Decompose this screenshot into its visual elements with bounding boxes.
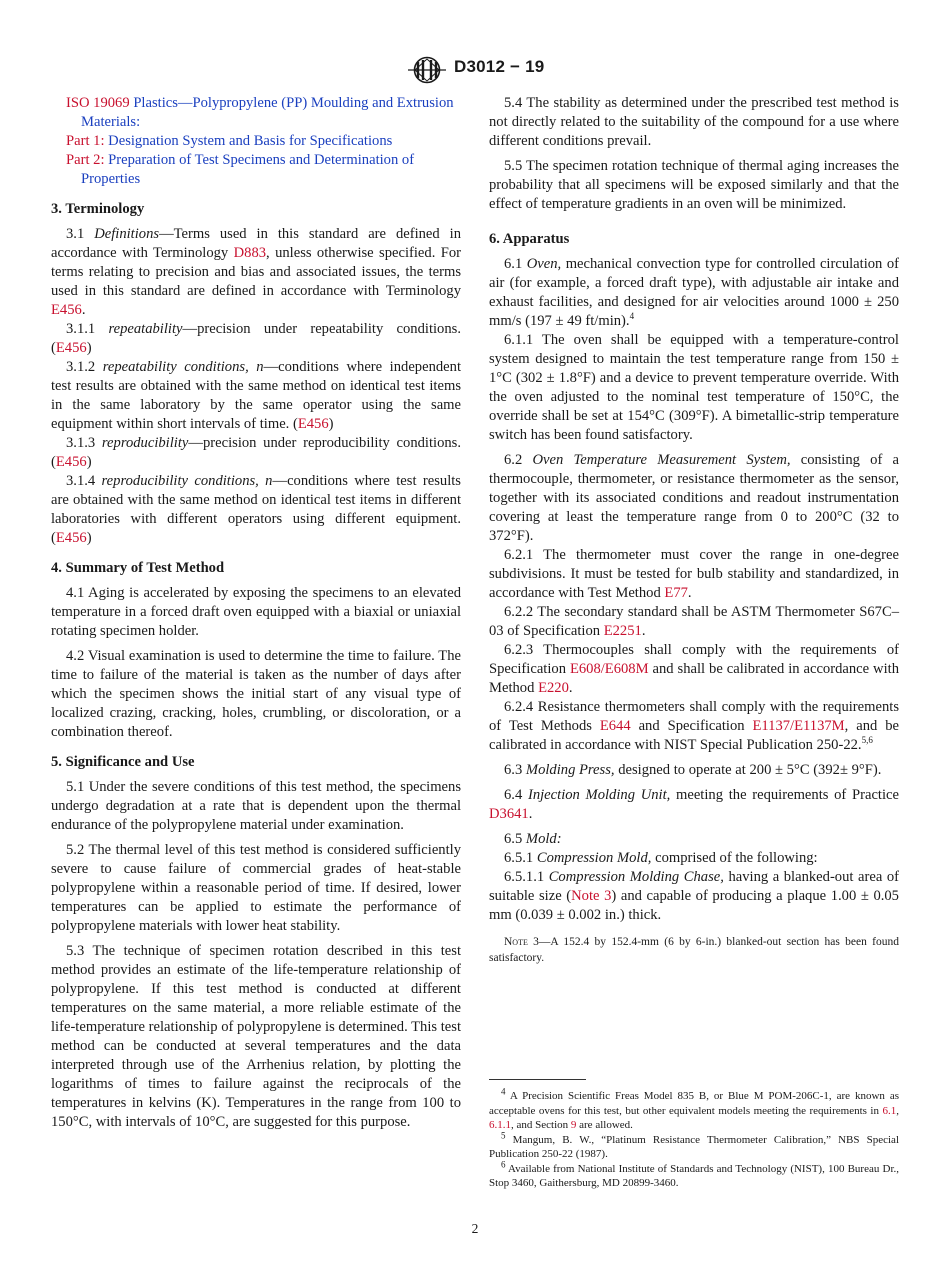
ref-e456-link[interactable]: E456 (51, 302, 82, 318)
footnote-4-marker[interactable]: 4 (629, 311, 635, 322)
footnote-5-6-marker[interactable]: 5,6 (861, 735, 873, 746)
ref-e456-link[interactable]: E456 (55, 530, 87, 546)
iso-code-link[interactable]: ISO 19069 (66, 95, 130, 111)
para-5-2: 5.2 The thermal level of this test method is considered sufficiently severe to cause failure of commercial grades of heat-stable polypropylene within a reasonable period of time. If desired, lower temperatures can be applied to estimate the performance of polypropylene materials with lower heat stability. (51, 842, 461, 934)
para-6-2: 6.2 Oven Temperature Measurement System, consisting of a thermocouple, thermometer, or resistance thermometer as the sensor, together with its associated conditions and readout instrumentation covering at least the temperature range from 0 to 200°C (32 to 372°F). (489, 452, 899, 544)
ref-e220-link[interactable]: E220 (538, 680, 569, 696)
note-3: Note 3—A 152.4 by 152.4-mm (6 by 6-in.) blanked-out section has been found satisfactory. (489, 936, 899, 964)
ref-e608-link[interactable]: E608/E608M (569, 661, 649, 677)
left-column (51, 94, 461, 1132)
para-6-2-3: 6.2.3 Thermocouples shall comply with the requirements of Specification E608/E608M and shall be calibrated in accordance with Method E220. (489, 642, 899, 696)
para-6-5: 6.5 Mold: (504, 831, 562, 847)
para-5-4: 5.4 The stability as determined under the prescribed test method is not directly related to the suitability of the compound for a use where different conditions prevail. (489, 95, 899, 149)
ref-6-1-link[interactable]: 6.1 (882, 1104, 897, 1117)
para-6-3: 6.3 Molding Press, designed to operate at 200 ± 5°C (392± 9°F). (504, 762, 882, 778)
iso-part2-title[interactable]: Preparation of Test Specimens and Determination of Properties (81, 152, 415, 187)
ref-d883-link[interactable]: D883 (233, 245, 267, 261)
ref-e644-link[interactable]: E644 (599, 718, 631, 734)
para-5-5: 5.5 The specimen rotation technique of thermal aging increases the probability that all specimens will be exposed similarly and that the effect of temperature gradients in an oven will be minimized. (489, 158, 899, 212)
iso-part1-code[interactable]: Part 1: (66, 133, 105, 149)
para-3-1: 3.1 Definitions—Terms used in this standard are defined in accordance with Terminology D883, unless otherwise specified. For terms relating to precision and bias and associated issues, the terms used in this standard are defined in accordance with Terminology E456. (51, 226, 462, 318)
ref-e77-link[interactable]: E77 (664, 585, 688, 601)
para-6-2-2: 6.2.2 The secondary standard shall be ASTM Thermometer S67C–03 of Specification E2251. (489, 604, 899, 639)
ref-e2251-link[interactable]: E2251 (603, 623, 642, 639)
ref-6-1-1-link[interactable]: 6.1.1 (489, 1119, 511, 1131)
para-4-2: 4.2 Visual examination is used to determine the time to failure. The time to failure of the material is taken as the number of days after which the specimen shows the initial start of any visual type of localized crazing, cracking, holes, crumbling, or discoloration, or a combination thereof. (51, 648, 461, 740)
astm-logo-icon (406, 56, 448, 84)
section-6-heading: 6. Apparatus (489, 231, 570, 247)
para-6-4: 6.4 Injection Molding Unit, meeting the requirements of Practice D3641. (489, 787, 899, 822)
para-6-1: 6.1 Oven, mechanical convection type for controlled circulation of air (for example, a forced draft type), with adjustable air intake and exhaust facilities, and designed for air velocities around 1000 ± 250 mm/s (197 ± 49 ft/min).$^4$ (489, 256, 899, 329)
footnote-divider (489, 1079, 586, 1080)
para-3-1-3: 3.1.3 reproducibility—precision under reproducibility conditions. (E456) (51, 435, 461, 470)
para-6-2-4: 6.2.4 Resistance thermometers shall comply with the requirements of Test Methods E644 and Specification E1137/E1137M, and be calibrated in accordance with NIST Special Publication 250-22.$^{5,6}$ (489, 699, 899, 753)
section-5-heading: 5. Significance and Use (51, 754, 195, 770)
para-6-1-1: 6.1.1 The oven shall be equipped with a temperature-control system designed to maintain the test temperature range from 150 ± 1°C (302 ± 1.8°F) and a device to prevent temperature override. With the oven adjusted to the nominal test temperature of 150°C, the override shall be set at 154°C (309°F). A bimetallic-strip temperature switch has been found satisfactory. (489, 332, 899, 443)
para-5-3: 5.3 The technique of specimen rotation described in this test method provides an estimate of the life-temperature relationship of polypropylene. If this test method is conducted at different temperatures on the same material, a more reliable estimate of the life-temperature relationship of polypropylene is determined. This test method can be conducted at several temperatures and the data interpreted through use of the Arrhenius relation, by plotting the logarithms of times to failure against the reciprocals of the temperatures in kelvins (K). Temperatures in the range from 100 to 150°C, with intervals of 10°C, are suggested for this purpose. (51, 943, 461, 1130)
ref-e456-link[interactable]: E456 (55, 340, 87, 356)
footnote-4: $^4$ A Precision Scientific Freas Model 835 B, or Blue M POM-206C-1, are known as acceptable ovens for this test, but other equivalent models meeting the requirements in 6.1, 6.1.1, and Section 9 are allowed. (489, 1086, 899, 1131)
footnote-6: $^6$ Available from National Institute of Standards and Technology (NIST), 100 Bureau Dr., Stop 3460, Gaithersburg, MD 20899-3460. (489, 1158, 899, 1189)
ref-d3641-link[interactable]: D3641 (489, 806, 529, 822)
para-4-1: 4.1 Aging is accelerated by exposing the specimens to an elevated temperature in a forced draft oven equipped with a biaxial or uniaxial rotating specimen holder. (51, 585, 461, 639)
ref-e456-link[interactable]: E456 (297, 416, 329, 432)
iso-title-link[interactable]: Plastics—Polypropylene (PP) Moulding and Extrusion Materials: (81, 95, 454, 130)
ref-section-9-link[interactable]: 9 (570, 1119, 577, 1131)
iso-part2-code[interactable]: Part 2: (66, 152, 105, 168)
footnotes (489, 1086, 899, 1191)
para-6-5-1-1: 6.5.1.1 Compression Molding Chase, having a blanked-out area of suitable size (Note 3) and capable of producing a plaque 1.00 ± 0.05 mm (0.039 ± 0.002 in.) thick. (489, 869, 900, 923)
section-4-heading: 4. Summary of Test Method (51, 560, 225, 576)
right-column (489, 94, 899, 966)
ref-note-3-link[interactable]: Note 3 (571, 888, 612, 904)
document-id: D3012 − 19 (454, 57, 545, 76)
para-6-2-1: 6.2.1 The thermometer must cover the range in one-degree subdivisions. It must be tested for bulb stability and standardized, in accordance with Test Method E77. (489, 547, 899, 601)
page-number: 2 (471, 1221, 479, 1236)
para-5-1: 5.1 Under the severe conditions of this test method, the specimens undergo degradation at a rate that is dependent upon the thermal endurance of the polypropylene material under examination. (51, 779, 461, 833)
para-3-1-1: 3.1.1 repeatability—precision under repeatability conditions. (E456) (51, 321, 461, 356)
para-6-5-1: 6.5.1 Compression Mold, comprised of the following: (504, 850, 818, 866)
ref-e456-link[interactable]: E456 (55, 454, 87, 470)
para-3-1-2: 3.1.2 repeatability conditions, n—conditions where independent test results are obtained with the same method on identical test items in the same laboratory by the same operator using the same equipment within short intervals of time. (E456) (51, 359, 461, 432)
ref-e1137-link[interactable]: E1137/E1137M (752, 718, 845, 734)
para-3-1-4: 3.1.4 reproducibility conditions, n—conditions where test results are obtained with the same method on identical test items in different laboratories with different operators using different equipment. (E456) (51, 473, 461, 546)
iso-part1-title[interactable]: Designation System and Basis for Specifications (108, 133, 393, 149)
footnote-5: $^5$ Mangum, B. W., “Platinum Resistance Thermometer Calibration,” NBS Special Publication 250-22 (1987). (489, 1129, 899, 1160)
iso-reference (66, 94, 461, 189)
page-header (0, 56, 950, 84)
section-3-heading: 3. Terminology (51, 201, 145, 217)
